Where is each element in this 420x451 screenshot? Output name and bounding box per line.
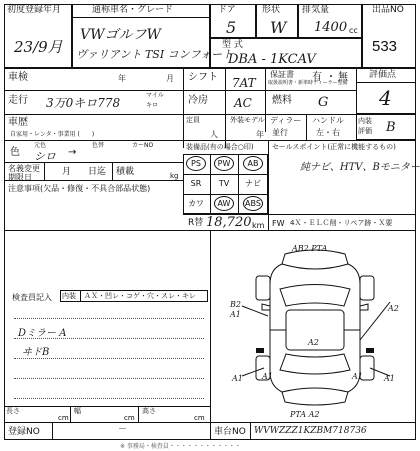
load-unit: kg (170, 172, 179, 180)
diag-mark-left-top: B2 (230, 300, 241, 309)
warranty-opt-no: 無 (338, 72, 348, 83)
history-options: 自家用・レンタ・事業用 ( ) (10, 131, 95, 138)
name-change-label: 名義変更 (8, 164, 40, 173)
length-label: 長さ (6, 407, 20, 415)
handle-value: 左・右 (316, 128, 340, 137)
width-label: 幅 (74, 407, 81, 415)
fuel-label: 燃料 (272, 95, 292, 106)
equipment-item-pw: PW (217, 159, 231, 168)
equipment-circle-abs (243, 196, 263, 211)
r-change-unit: km (252, 221, 265, 230)
dealer-label: ディラー (270, 116, 302, 125)
sales-point-label: セールスポイント(正常に機能するもの) (272, 143, 396, 151)
displacement-unit: cc (349, 26, 358, 35)
equipment-item-ナビ: ナビ (245, 179, 261, 188)
rating-label: 評価点 (369, 70, 397, 80)
doors-value: 5 (226, 18, 237, 37)
diag-mark-right: A2 (388, 304, 399, 313)
diag-mark-left-a2: A1 (232, 374, 243, 383)
color-change-label: 色替 (92, 142, 105, 149)
deadline-month-unit: 月 (62, 167, 72, 177)
displacement-value: 1400 (314, 20, 348, 35)
color-orig-label: 元色 (34, 142, 47, 149)
equipment-item-aw: AW (217, 199, 231, 208)
rating-value: 4 (379, 86, 392, 110)
model-label: 型 式 (222, 40, 243, 50)
diag-mark-rear-2: A1 (352, 372, 363, 381)
diag-mark-right-bottom: A1 (384, 374, 395, 383)
fw-label: FW (272, 219, 285, 228)
mileage-label: 走行 (8, 95, 28, 106)
interior-value: B (386, 120, 396, 135)
equipment-circle-ab (243, 156, 263, 171)
height-unit: cm (194, 414, 205, 422)
interior-label-2: 評価 (358, 127, 372, 135)
mileage-unit-km: キロ (146, 102, 159, 109)
warranty-sub: 取扱説明書・新車時ディーラー整備 (268, 80, 348, 86)
equipment-item-tv: TV (218, 179, 230, 188)
length-unit: cm (58, 414, 69, 422)
model-value: DBA - 1KCAV (228, 52, 316, 67)
car-name-label: 通称車名・グレード (92, 5, 174, 15)
car-name-value: VWゴルフW (80, 27, 161, 43)
equipment-circle-aw (214, 196, 234, 211)
dealer-value: 並行 (272, 128, 288, 137)
equipment-item-abs: ABS (245, 199, 261, 208)
chassis-value: WVWZZZ1KZBM718736 (254, 426, 367, 436)
equipment-title: 装備品(有の場合○印) (186, 143, 254, 151)
diag-mark-rear: A1 (262, 372, 273, 381)
inspector-interior-label: 内装 (62, 292, 76, 300)
fw-text: 4Ｘ・ＥＬＣ削・リペア跡・Ｘ要 (290, 219, 393, 227)
inspection-year-unit: 年 (118, 74, 126, 83)
ac-value: AC (234, 96, 252, 110)
shape-label: 形状 (262, 5, 281, 15)
notes-label: 注意事項(欠品・修復・不具合部品状態) (8, 184, 151, 193)
ac-label: 冷房 (188, 95, 208, 106)
grade-value: ヴァリアント TSI コンフォート (76, 48, 234, 61)
sales-point-value: 純ナビ、HTV、Bモニター (300, 162, 420, 173)
shift-label: シフト (188, 72, 218, 83)
doors-label: ドア (218, 5, 236, 15)
equipment-item-sr: SR (190, 179, 202, 188)
bottom-note: ※ 事務局・検査員・・・・・・・・・・・・ (120, 443, 241, 450)
equipment-circle-pw (214, 156, 234, 171)
inspector-label: 検査員記入 (12, 293, 52, 302)
mileage-value: 3万0キロ778 (46, 96, 121, 110)
equipment-item-ab: AB (247, 159, 259, 168)
inspector-line-1: Dミラー A (18, 328, 67, 339)
color-orig-value: シロ (34, 150, 56, 163)
color-no-label: カーNO (132, 142, 154, 149)
interior-label: 内装 (358, 117, 372, 125)
inspector-line-2: ヰドB (22, 347, 50, 358)
equipment-item-ps: PS (191, 159, 201, 168)
mileage-unit-mile: マイル (146, 92, 164, 99)
equipment-circle-ps (186, 156, 206, 171)
color-ext-unit: 年 (256, 130, 264, 139)
first-reg-label: 初度登録年月 (7, 5, 62, 15)
diag-mark-left-a: A1 (230, 310, 241, 319)
diag-mark-top: AB2 PTA (292, 244, 328, 253)
width-unit: cm (124, 414, 135, 422)
capacity-unit: 人 (210, 130, 218, 139)
fuel-value: G (318, 95, 329, 110)
warranty-label: 保証書 (270, 70, 294, 79)
color-label: 色 (10, 147, 20, 158)
color-ext-label: 外装モデル (230, 116, 265, 124)
warranty-opt-yes: 有 (312, 72, 322, 83)
exhibit-value: 533 (372, 38, 398, 55)
inspector-interior-text: ＡＸ・凹レ・コゲ・穴・スレ・キレ (84, 292, 196, 300)
handle-label: ハンドル (312, 116, 344, 125)
inspection-month-unit: 月 (166, 74, 174, 83)
chassis-label: 車台NO (214, 427, 246, 437)
inspection-label: 車検 (8, 72, 28, 83)
load-label: 積載 (116, 167, 135, 177)
first-reg-value: 23/9月 (14, 38, 63, 56)
exhibit-label: 出品NO (372, 5, 404, 15)
history-label: 車歴 (8, 117, 28, 128)
height-label: 高さ (142, 407, 156, 415)
diag-mark-center: A2 (308, 338, 319, 347)
deadline-label: 期限日 (8, 173, 32, 182)
shape-value: W (270, 18, 287, 37)
capacity-label: 定員 (186, 116, 200, 124)
diag-mark-bottom: PTA A2 (290, 410, 320, 419)
car-condition-diagram (220, 244, 410, 412)
reg-no-label: 登録NO (8, 427, 40, 437)
shift-value: 7AT (232, 76, 256, 90)
r-change-value: 18,720 (206, 215, 252, 230)
displacement-label: 排気量 (302, 5, 330, 15)
r-change-label: R替 (188, 218, 204, 228)
equipment-item-カワ: カワ (188, 199, 204, 208)
deadline-day-unit: 日迄 (88, 167, 107, 177)
